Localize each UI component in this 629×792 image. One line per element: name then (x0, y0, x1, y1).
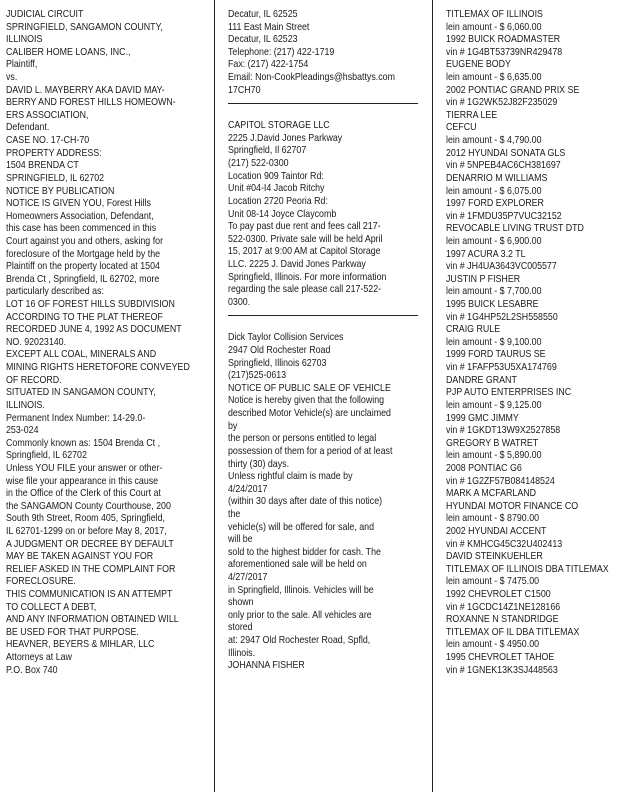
text-line: 2012 HYUNDAI SONATA GLS (446, 147, 566, 159)
text-line: Springfield, Illinois 62703 (228, 357, 327, 369)
text-line: particularly described as: (6, 286, 104, 298)
text-line: Brenda Ct , Springfield, IL 62702, more (6, 273, 160, 285)
text-line: vin # 1GCDC14Z1NE128166 (446, 601, 561, 613)
text-line: CASE NO. 17-CH-70 (6, 135, 90, 147)
notice-block (228, 120, 419, 309)
text-line: vin # 1FAFP53U5XA174769 (446, 362, 557, 374)
text-line: DAVID L. MAYBERRY AKA DAVID MAY- (6, 84, 165, 96)
text-line: in Springfield, Illinois. Vehicles will be (228, 584, 374, 596)
text-line: Plaintiff, (6, 59, 38, 71)
text-line: To pay past due rent and fees call 217- (228, 221, 381, 233)
text-line: TO COLLECT A DEBT, (6, 601, 97, 613)
text-line: Permanent Index Number: 14-29.0- (6, 412, 146, 424)
text-line: CRAIG RULE (446, 324, 501, 336)
text-line: lein amount - $ 4,790.00 (446, 135, 542, 147)
text-line: Unless YOU FILE your answer or other- (6, 462, 163, 474)
text-line: Unless rightful claim is made by (228, 471, 353, 483)
text-line: 1999 GMC JIMMY (446, 412, 519, 424)
text-line: will be (228, 534, 253, 546)
text-line: 253-024 (6, 425, 39, 437)
text-line: TITLEMAX OF IL DBA TITLEMAX (446, 626, 580, 638)
text-line: HEAVNER, BEYERS & MIHLAR, LLC (6, 639, 155, 651)
text-line: 1995 BUICK LESABRE (446, 299, 539, 311)
text-line: OF RECORD. (6, 374, 62, 386)
text-line: NOTICE BY PUBLICATION (6, 185, 115, 197)
text-line: HYUNDAI MOTOR FINANCE CO (446, 500, 579, 512)
column-1-foreclosure-notice (6, 9, 202, 677)
text-line: 17CH70 (228, 84, 261, 96)
text-line: (217) 522-0300 (228, 158, 289, 170)
text-line: aforementioned sale will be held on (228, 559, 367, 571)
text-line: (within 30 days after date of this notice) (228, 496, 383, 508)
text-line: JUSTIN P FISHER (446, 273, 521, 285)
text-line: lein amount - $ 7475.00 (446, 576, 540, 588)
text-line: lein amount - $ 6,075.00 (446, 185, 542, 197)
text-line: 2002 HYUNDAI ACCENT (446, 525, 547, 537)
text-line: the SANGAMON County Courthouse, 200 (6, 500, 171, 512)
text-line: South 9th Street, Room 405, Springfield, (6, 513, 166, 525)
text-line: Commonly known as: 1504 Brenda Ct , (6, 437, 161, 449)
text-line: CEFCU (446, 122, 477, 134)
text-line: CALIBER HOME LOANS, INC., (6, 46, 131, 58)
text-line: MARK A MCFARLAND (446, 488, 537, 500)
text-line: NOTICE IS GIVEN YOU, Forest Hills (6, 198, 151, 210)
text-line: MAY BE TAKEN AGAINST YOU FOR (6, 551, 154, 563)
text-line: ERS ASSOCIATION, (6, 109, 89, 121)
text-line: 111 East Main Street (228, 21, 310, 33)
text-line: 0300. (228, 296, 251, 308)
text-line: PROPERTY ADDRESS: (6, 147, 102, 159)
text-line: thirty (30) days. (228, 458, 290, 470)
text-line: Telephone: (217) 422-1719 (228, 46, 335, 58)
column-divider-2 (432, 0, 433, 792)
text-line: lein amount - $ 4950.00 (446, 639, 540, 651)
text-line: 1997 ACURA 3.2 TL (446, 248, 526, 260)
text-line: (217)525-0613 (228, 370, 287, 382)
text-line: lein amount - $ 6,900.00 (446, 235, 542, 247)
text-line: 2225 J.David Jones Parkway (228, 132, 343, 144)
text-line: THIS COMMUNICATION IS AN ATTEMPT (6, 589, 173, 601)
text-line: Plaintiff on the property located at 1504 (6, 261, 160, 273)
text-line: sold to the highest bidder for cash. The (228, 546, 381, 558)
text-line: JOHANNA FISHER (228, 660, 305, 672)
text-line: ROXANNE N STANDRIDGE (446, 614, 559, 626)
notice-separator (228, 103, 418, 104)
text-line: 1992 BUICK ROADMASTER (446, 34, 561, 46)
text-line: Springfield, Il 62707 (228, 145, 307, 157)
text-line: Location 2720 Peoria Rd: (228, 195, 328, 207)
text-line: SPRINGFIELD, SANGAMON COUNTY, (6, 21, 163, 33)
text-line: SPRINGFIELD, IL 62702 (6, 172, 105, 184)
text-line: ILLINOIS. (6, 399, 45, 411)
text-line: Notice is hereby given that the following (228, 395, 385, 407)
text-line: vin # KMHCG45C32U402413 (446, 538, 563, 550)
text-line: 1995 CHEVROLET TAHOE (446, 652, 555, 664)
text-line: foreclosure of the Mortgage held by the (6, 248, 161, 260)
text-line: ILLINOIS (6, 34, 43, 46)
text-line: vs. (6, 72, 18, 84)
text-line: the person or persons entitled to legal (228, 433, 377, 445)
text-line: NOTICE OF PUBLIC SALE OF VEHICLE (228, 382, 391, 394)
text-line: RECORDED JUNE 4, 1992 AS DOCUMENT (6, 324, 182, 336)
text-line: lein amount - $ 6,635.00 (446, 72, 542, 84)
text-line: Fax: (217) 422-1754 (228, 59, 309, 71)
text-line: TITLEMAX OF ILLINOIS (446, 9, 543, 20)
text-line: the (228, 508, 241, 520)
text-line: TITLEMAX OF ILLINOIS DBA TITLEMAX (446, 563, 609, 575)
text-line: NO. 92023140. (6, 336, 67, 348)
text-line: regarding the sale please call 217-522- (228, 284, 382, 296)
text-line: MINING RIGHTS HERETOFORE CONVEYED (6, 362, 190, 374)
text-line: Unit #04-I4 Jacob Ritchy (228, 183, 325, 195)
text-line: EUGENE BODY (446, 59, 511, 71)
text-line: BE USED FOR THAT PURPOSE. (6, 626, 139, 638)
text-line: Email: Non-CookPleadings@hsbattys.com (228, 72, 395, 84)
text-line: vin # 1G4HP52L2SH558550 (446, 311, 558, 323)
text-line: LLC. 2225 J. David Jones Parkway (228, 258, 366, 270)
text-line: 1999 FORD TAURUS SE (446, 349, 546, 361)
text-line: Springfield, Illinois. For more information (228, 271, 387, 283)
text-line: Court against you and others, asking for (6, 235, 164, 247)
text-line: DENARRIO M WILLIAMS (446, 172, 548, 184)
text-line: vin # 1G2WK52J82F235029 (446, 97, 558, 109)
text-line: SITUATED IN SANGAMON COUNTY, (6, 387, 156, 399)
text-line: REVOCABLE LIVING TRUST DTD (446, 223, 584, 235)
text-line: CAPITOL STORAGE LLC (228, 120, 330, 132)
text-line: BERRY AND FOREST HILLS HOMEOWN- (6, 97, 176, 109)
text-line: 1992 CHEVROLET C1500 (446, 589, 551, 601)
text-line: at: 2947 Old Rochester Road, Spfld, (228, 635, 371, 647)
text-line: lein amount - $ 9,100.00 (446, 336, 542, 348)
text-line: Homeowners Association, Defendant, (6, 210, 154, 222)
text-line: Location 909 Taintor Rd: (228, 170, 324, 182)
column-divider-1 (214, 0, 215, 792)
text-line: 2002 PONTIAC GRAND PRIX SE (446, 84, 580, 96)
text-line: described Motor Vehicle(s) are unclaimed (228, 408, 391, 420)
notice-separator (228, 315, 418, 316)
column-3-vehicle-list (446, 9, 626, 677)
text-line: Defendant. (6, 122, 50, 134)
text-line: lein amount - $ 6,060.00 (446, 21, 542, 33)
text-line: Attorneys at Law (6, 652, 72, 664)
text-line: vin # JH4UA3643VC005577 (446, 261, 557, 273)
text-line: TIERRA LEE (446, 109, 498, 121)
text-line: in the Office of the Clerk of this Court at (6, 488, 161, 500)
text-line: vin # 1G2ZF57B084148524 (446, 475, 555, 487)
text-line: only prior to the sale. All vehicles are (228, 609, 372, 621)
text-line: lein amount - $ 5,890.00 (446, 450, 542, 462)
text-line: A JUDGMENT OR DECREE BY DEFAULT (6, 538, 174, 550)
text-line: Illinois. (228, 647, 256, 659)
text-line: lein amount - $ 7,700.00 (446, 286, 542, 298)
text-line: 4/24/2017 (228, 483, 268, 495)
text-line: vin # 1GKDT13W9X2527858 (446, 425, 561, 437)
text-line: vin # 1G4BT53739NR429478 (446, 46, 563, 58)
text-line: FORECLOSURE. (6, 576, 76, 588)
text-line: this case has been commenced in this (6, 223, 157, 235)
text-line: possession of them for a period of at least (228, 445, 393, 457)
text-line: RELIEF ASKED IN THE COMPLAINT FOR (6, 563, 176, 575)
text-line: by (228, 420, 238, 432)
text-line: GREGORY B WATRET (446, 437, 539, 449)
text-line: vin # 1GNEK13K3SJ448563 (446, 664, 558, 676)
text-line: P.O. Box 740 (6, 664, 58, 676)
text-line: 1997 FORD EXPLORER (446, 198, 544, 210)
text-line: vin # 1FMDU35P7VUC32152 (446, 210, 562, 222)
text-line: vin # 5NPEB4AC6CH381697 (446, 160, 561, 172)
text-line: 522-0300. Private sale will be held April (228, 233, 383, 245)
text-line: 2947 Old Rochester Road (228, 345, 331, 357)
notice-block (6, 9, 202, 677)
notice-block (228, 9, 419, 97)
text-line: wise file your appearance in this cause (6, 475, 159, 487)
text-line: 4/27/2017 (228, 571, 268, 583)
text-line: 2008 PONTIAC G6 (446, 462, 522, 474)
text-line: Decatur, IL 62523 (228, 34, 298, 46)
text-line: DANDRE GRANT (446, 374, 517, 386)
column-2-notices (228, 9, 419, 673)
text-line: stored (228, 622, 253, 634)
text-line: 15, 2017 at 9:00 AM at Capitol Storage (228, 246, 381, 258)
text-line: JUDICIAL CIRCUIT (6, 9, 84, 20)
notice-block (228, 332, 419, 672)
text-line: Unit 08-14 Joyce Claycomb (228, 208, 337, 220)
text-line: ACCORDING TO THE PLAT THEREOF (6, 311, 163, 323)
text-line: Springfield, IL 62702 (6, 450, 87, 462)
notice-block (446, 9, 626, 677)
text-line: EXCEPT ALL COAL, MINERALS AND (6, 349, 157, 361)
text-line: Decatur, IL 62525 (228, 9, 298, 20)
text-line: lein amount - $ 8790.00 (446, 513, 540, 525)
text-line: LOT 16 OF FOREST HILLS SUBDIVISION (6, 299, 175, 311)
text-line: 1504 BRENDA CT (6, 160, 79, 172)
text-line: vehicle(s) will be offered for sale, and (228, 521, 375, 533)
text-line: shown (228, 597, 254, 609)
text-line: lein amount - $ 9,125.00 (446, 399, 542, 411)
text-line: Dick Taylor Collision Services (228, 332, 344, 344)
text-line: AND ANY INFORMATION OBTAINED WILL (6, 614, 179, 626)
text-line: PJP AUTO ENTERPRISES INC (446, 387, 572, 399)
text-line: IL 62701-1299 on or before May 8, 2017, (6, 525, 167, 537)
text-line: DAVID STEINKUEHLER (446, 551, 543, 563)
